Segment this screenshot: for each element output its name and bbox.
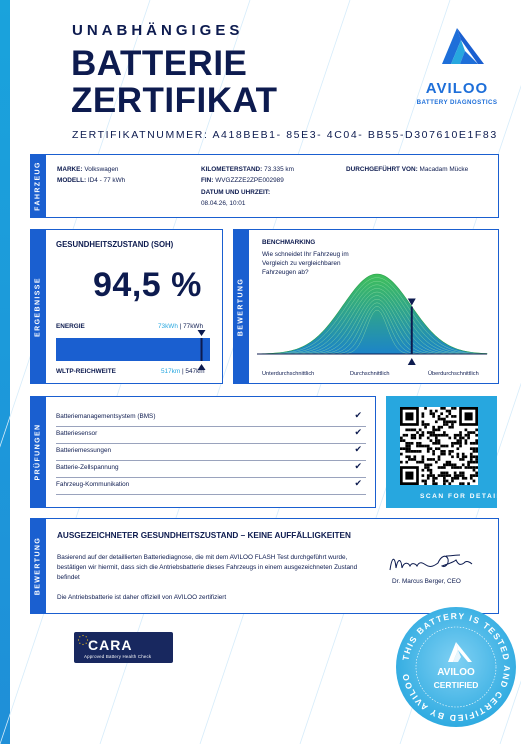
performed-by-field: DURCHGEFÜHRT VON: Macadam Mücke — [346, 166, 469, 173]
check-icon: ✔ — [354, 427, 362, 437]
soh-title: GESUNDHEITSZUSTAND (SOH) — [56, 240, 174, 249]
verdict-paragraph: Basierend auf der detaillierten Batteriediagnose, die mit dem AVILOO FLASH Test durchgeführt wurde, bestätigen wir hiermit, dass sich die Antriebsbatterie dieses Fahrzeugs in einem ausgezeichneten Zustand befindet — [57, 554, 358, 581]
soh-value: 94,5 % — [93, 266, 202, 304]
results-section-tab: ERGEBNISSE — [30, 229, 46, 384]
ceo-signature — [386, 550, 482, 576]
check-row: Fahrzeug-Kommunikation ✔ — [56, 477, 366, 495]
title-line-2: ZERTIFIKAT — [71, 81, 278, 120]
seal-certified: CERTIFIED — [433, 680, 479, 690]
energy-values: 73kWh | 77kWh — [158, 323, 204, 330]
distribution-curve — [259, 274, 487, 354]
capacity-markers — [56, 330, 216, 370]
energy-label: ENERGIE — [56, 323, 85, 330]
checks-section-tab: PRÜFUNGEN — [30, 396, 46, 508]
verdict-certified-line: Die Antriebsbatterie ist daher offiziell von AVILOO zertifiziert — [57, 594, 227, 601]
signatory-name: Dr. Marcus Berger, CEO — [392, 578, 461, 585]
make-field: MARKE: Volkswagen — [57, 166, 119, 173]
cara-name: CARA — [88, 637, 133, 653]
certificate-number — [72, 129, 498, 141]
mileage-field: KILOMETERSTAND: 73.335 km — [201, 166, 294, 173]
check-row: Batteriesensor ✔ — [56, 426, 366, 444]
benchmark-question: Wie schneidet Ihr Fahrzeug im Vergleich zu vergleichbaren Fahrzeugen ab? — [262, 251, 349, 276]
range-label: WLTP-REICHWEITE — [56, 368, 116, 375]
qr-code-graphic — [400, 407, 478, 485]
check-icon: ✔ — [354, 478, 362, 488]
benchmark-distribution-chart — [255, 262, 495, 370]
scan-for-details-label: SCAN FOR DETAILS — [420, 493, 508, 500]
benchmark-section-tab: BEWERTUNG — [233, 229, 249, 384]
check-icon: ✔ — [354, 444, 362, 454]
verdict-section-tab: BEWERTUNG — [30, 518, 46, 614]
qr-code[interactable] — [400, 407, 478, 485]
title-line-1: BATTERIE — [71, 44, 248, 83]
seal-brand: AVILOO — [437, 667, 475, 678]
scale-high-label: Überdurchschnittlich — [428, 371, 479, 377]
date-value: 08.04.26, 10:01 — [201, 200, 246, 207]
document-title — [71, 45, 278, 119]
range-values: 517km | 547km — [161, 368, 205, 375]
brand-tagline: BATTERY DIAGNOSTICS — [416, 99, 498, 106]
brand-name: AVILOO — [425, 80, 489, 97]
check-row: Batteriemessungen ✔ — [56, 443, 366, 461]
scale-mid-label: Durchschnittlich — [350, 371, 390, 377]
cara-subtitle: Approved Battery Health Check — [84, 654, 152, 659]
certified-seal — [392, 604, 520, 730]
certificate-number-value: A418BEB1- 85E3- 4C04- BB55-D307610E1F83 — [212, 129, 498, 141]
vehicle-section — [30, 154, 499, 218]
model-field: MODELL: ID4 - 77 kWh — [57, 177, 126, 184]
vehicle-section-tab: FAHRZEUG — [30, 154, 46, 218]
check-row: Batterie-Zellspannung ✔ — [56, 460, 366, 478]
check-row: Batteriemanagementsystem (BMS) ✔ — [56, 409, 366, 427]
vin-field: FIN: WVGZZZE2ZPE002989 — [201, 177, 284, 184]
document-subtitle: UNABHÄNGIGES — [72, 22, 244, 39]
check-icon: ✔ — [354, 410, 362, 420]
benchmark-title: BENCHMARKING — [262, 239, 316, 246]
verdict-title: AUSGEZEICHNETER GESUNDHEITSZUSTAND – KEINE AUFFÄLLIGKEITEN — [57, 531, 351, 540]
left-accent-stripe — [0, 0, 10, 744]
check-icon: ✔ — [354, 461, 362, 471]
scale-low-label: Unterdurchschnittlich — [262, 371, 315, 377]
seal-ring-text: THIS BATTERY IS TESTED AND CERTIFIED BY AVILOO — [400, 610, 513, 724]
date-label: DATUM UND UHRZEIT: — [201, 189, 271, 196]
certificate-number-label: ZERTIFIKATNUMMER: — [72, 129, 209, 141]
